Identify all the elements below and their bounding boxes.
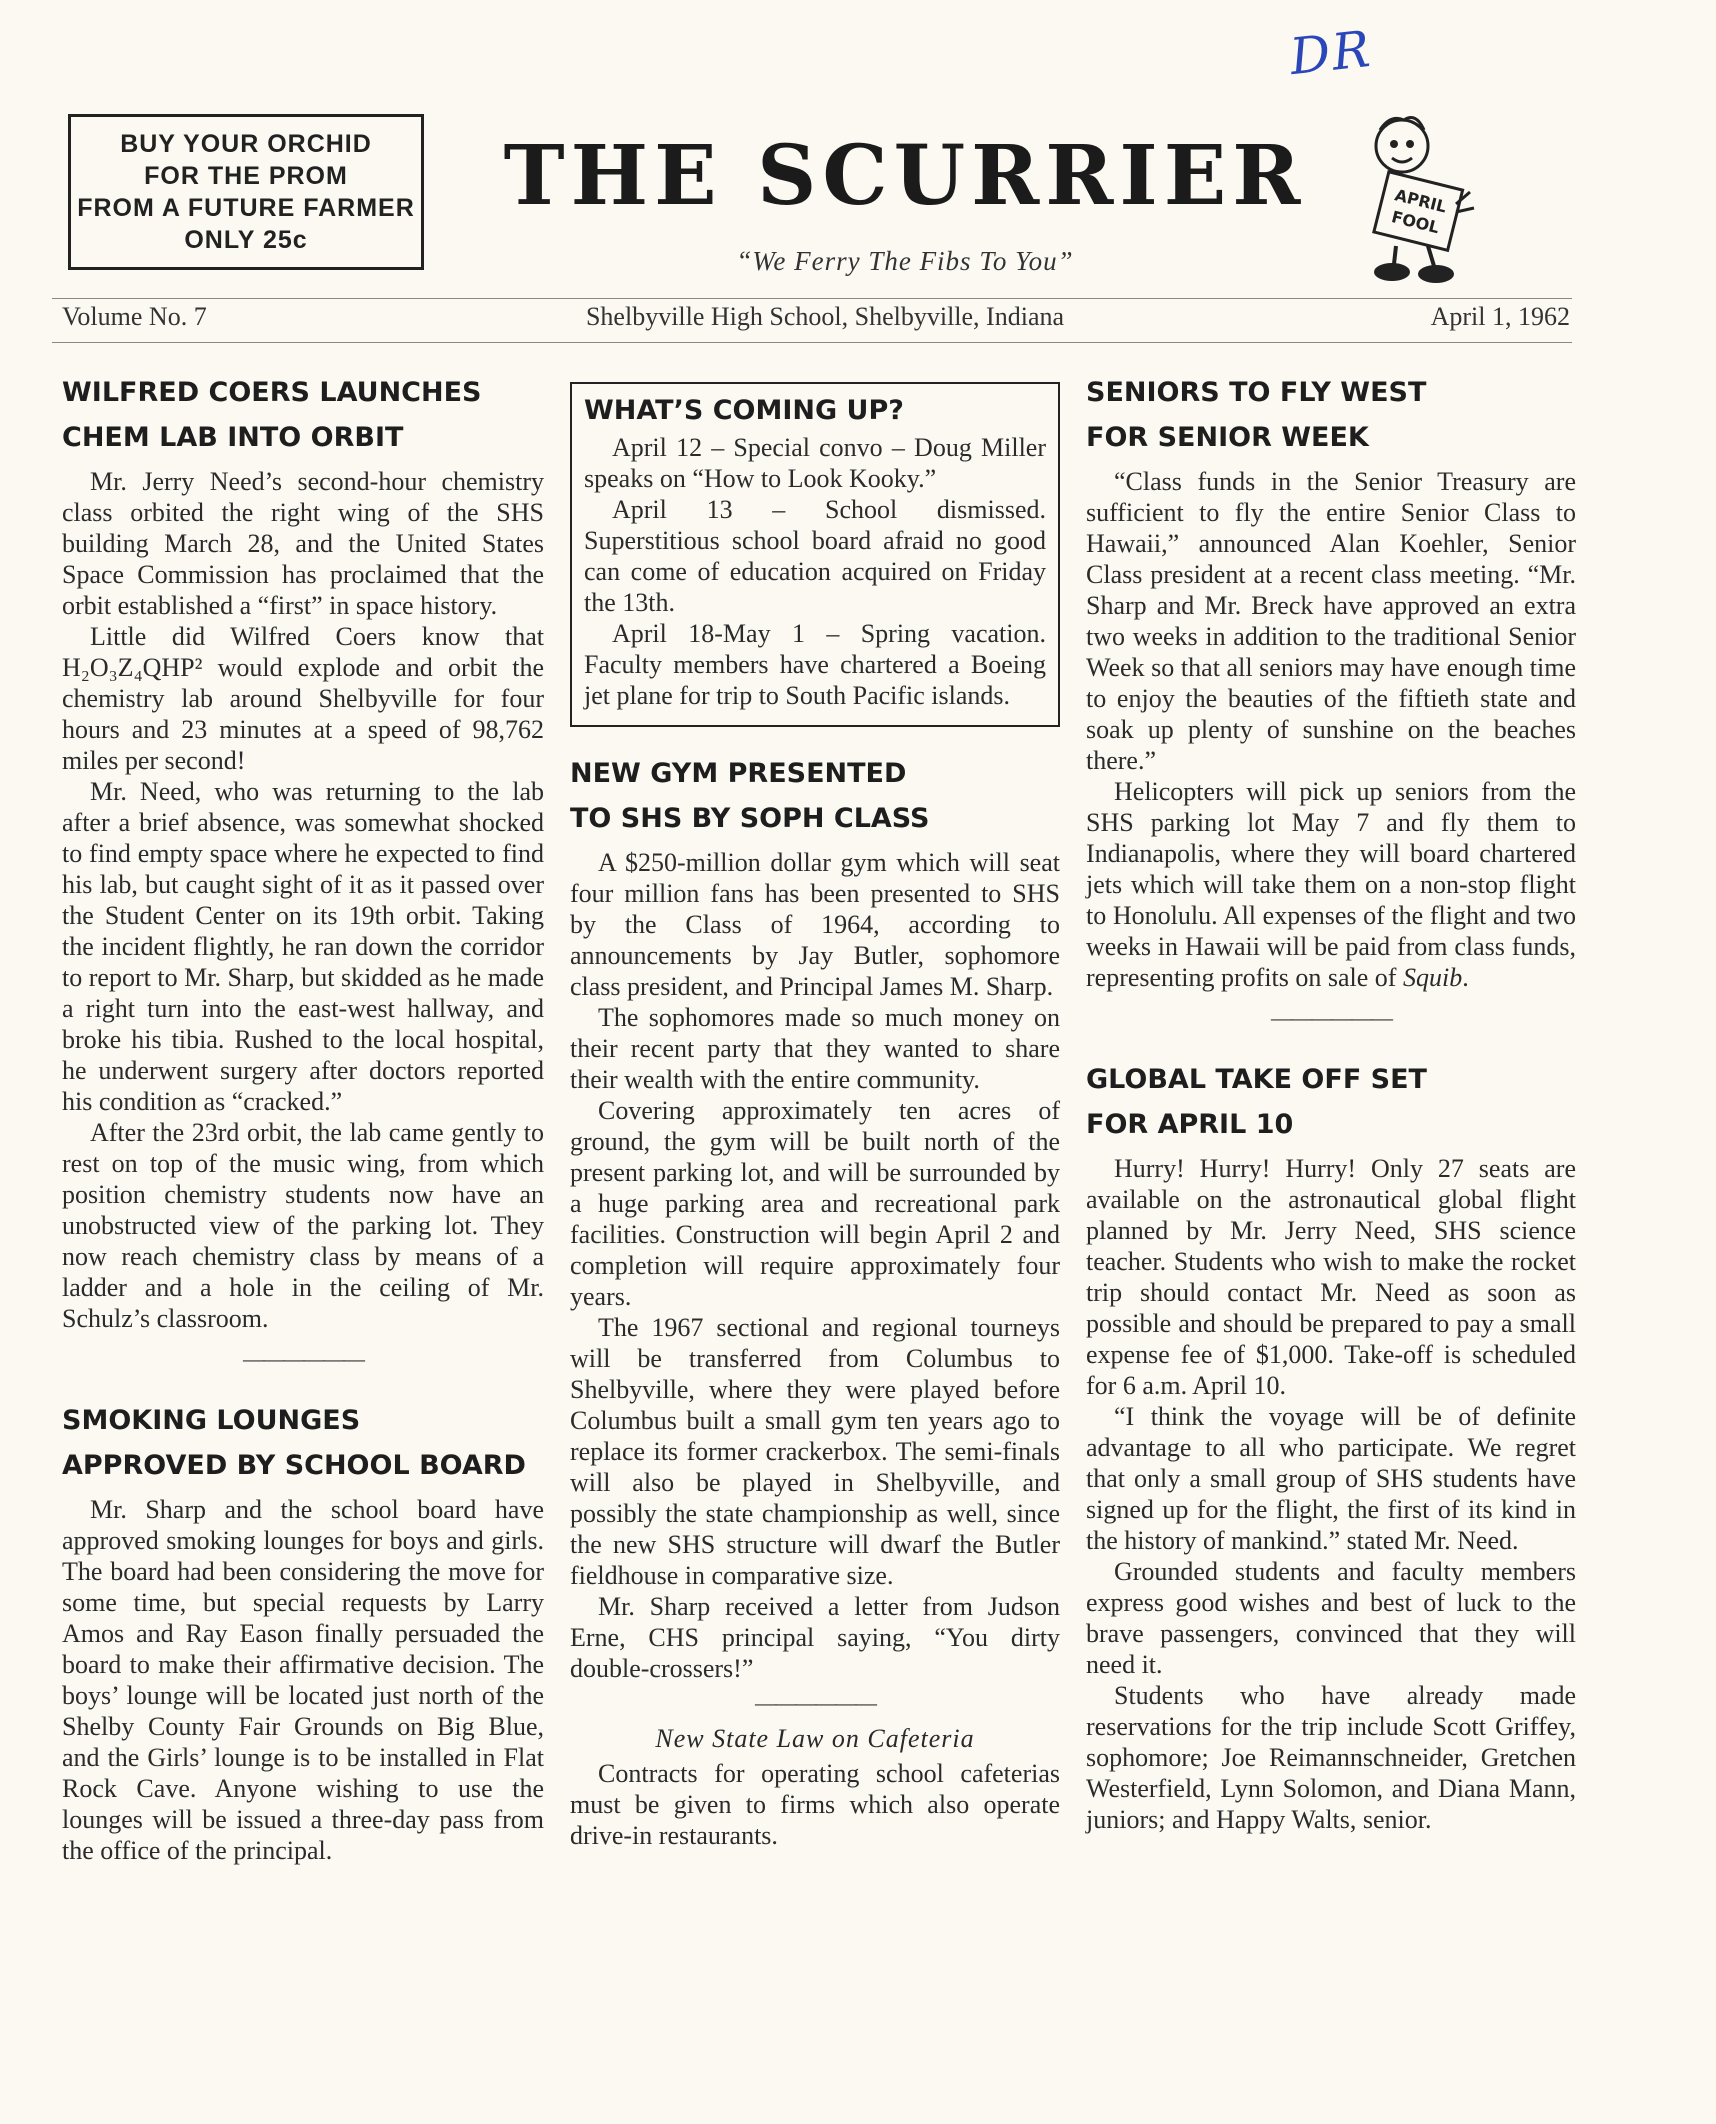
paragraph: Grounded students and faculty members express good wishes and best of luck to the brave passengers, convinced that they will need it. <box>1086 1557 1576 1679</box>
handwritten-mark: DR <box>1287 19 1375 87</box>
paragraph: Mr. Sharp received a letter from Judson Erne, CHS principal saying, “You dirty double-crossers!” <box>570 1592 1060 1683</box>
paragraph: Covering approximately ten acres of ground, the gym will be built north of the present parking lot, and will be surrounded by a huge parking area and recreational park facilities. Construction will begin April 2 and completion will require approximately four years. <box>570 1096 1060 1311</box>
paragraph: Students who have already made reservations for the trip include Scott Griffey, sophomore; Joe Reimannschneider, Gretchen Westerfield, Lynn Solomon, and Diana Mann, juniors; and Happy Walts, senior. <box>1086 1681 1576 1834</box>
event-item: April 12 – Special convo – Doug Miller speaks on “How to Look Kooky.” <box>584 433 1046 493</box>
paragraph: Mr. Need, who was returning to the lab after a brief absence, was somewhat shocked to find empty space where he expected to find his lab, but caught sight of it as it passed over the Student Center on its 19th orbit. Taking the incident flightly, he ran down the corridor to report to Mr. Sharp, but skidded as he made a right turn into the east-west hallway, and broke his tibia. Rushed to the local hospital, he underwent surgery after doctors reported his condition as “cracked.” <box>62 777 544 1116</box>
headline <box>1086 370 1576 460</box>
headline-line: APPROVED BY SCHOOL BOARD <box>62 1450 526 1481</box>
headline-line: CHEM LAB INTO ORBIT <box>62 422 404 453</box>
top-rule <box>52 298 1572 299</box>
headline-line: GLOBAL TAKE OFF SET <box>1086 1064 1427 1095</box>
paragraph: “Class funds in the Senior Treasury are sufficient to fly the entire Senior Class to Hawaii,” announced Alan Koehler, Senior Class president at a recent class meeting. “Mr. Sharp and Mr. Breck have approved an extra two weeks in addition to the traditional Senior Week so that all seniors may have enough time to enjoy the beauties of the fiftieth state and soak up plenty of sunshine on the beaches there.” <box>1086 467 1576 775</box>
paragraph <box>1086 776 1576 993</box>
paragraph: “I think the voyage will be of definite advantage to all who participate. We regret that only a small group of SHS students have signed up for the flight, the first of its kind in the history of mankind.” stated Mr. Need. <box>1086 1402 1576 1555</box>
bottom-rule <box>52 342 1572 343</box>
ad-line: FOR THE PROM <box>144 162 348 190</box>
mascot-sign-line: APRIL <box>1392 185 1449 217</box>
article-cafeteria-law <box>570 1724 1060 1851</box>
separator: —————— <box>243 1346 363 1371</box>
mascot-sign-line: FOOL <box>1389 207 1442 238</box>
article-smoking-lounges <box>62 1398 544 1866</box>
event-item: April 13 – School dismissed. Superstitious school board afraid no good can come of education acquired on Friday the 13th. <box>584 495 1046 617</box>
column-2 <box>570 370 1060 1851</box>
subheadline: New State Law on Cafeteria <box>655 1724 975 1753</box>
paragraph: Little did Wilfred Coers know that H₂O₃Z₄QHP² would explode and orbit the chemistry lab around Shelbyville for four hours and 23 minutes at a speed of 98,762 miles per second! <box>62 622 544 775</box>
headline-line: FOR APRIL 10 <box>1086 1109 1294 1140</box>
publication-title: Squib <box>1402 963 1463 992</box>
paragraph-text: Helicopters will pick up seniors from the SHS parking lot May 7 and fly them to Indianapolis, where they will board chartered jets which will take them on a non-stop flight to Honolulu. All expenses of the flight and two weeks in Hawaii will be paid from class funds, representing profits on sale of <box>1086 777 1576 992</box>
paragraph: Mr. Sharp and the school board have approved smoking lounges for boys and girls. The board had been considering the move for some time, but special requests by Larry Amos and Ray Eason finally persuaded the board to make their affirmative decision. The boys’ lounge will be located just north of the Shelby County Fair Grounds on Big Blue, and the Girls’ lounge is to be installed in Flat Rock Cave. Anyone wishing to use the lounges will be issued a three-day pass from the office of the principal. <box>62 1495 544 1865</box>
april-fool-mascot-icon <box>1350 108 1480 288</box>
column-1 <box>62 370 544 1866</box>
newspaper-title: THE SCURRIER <box>503 128 1307 224</box>
headline-line: TO SHS BY SOPH CLASS <box>570 803 930 834</box>
ad-line: ONLY 25c <box>184 226 308 254</box>
ad-line: BUY YOUR ORCHID <box>120 130 372 158</box>
headline <box>62 1398 544 1488</box>
article-chem-lab <box>62 370 544 1334</box>
article-global-take-off <box>1086 1057 1576 1835</box>
issue-date: April 1, 1962 <box>1430 302 1570 331</box>
ad-line: FROM A FUTURE FARMER <box>77 194 415 222</box>
box-headline: WHAT’S COMING UP? <box>584 395 904 426</box>
volume-number: Volume No. 7 <box>62 302 207 331</box>
headline <box>1086 1057 1576 1147</box>
paragraph: After the 23rd orbit, the lab came gently to rest on top of the music wing, from which position chemistry students now have an unobstructed view of the parking lot. They now reach chemistry class by means of a ladder and a hole in the ceiling of Mr. Schulz’s classroom. <box>62 1118 544 1333</box>
paragraph: The 1967 sectional and regional tourneys will be transferred from Columbus to Shelbyville, where they were played before Columbus built a small gym ten years ago to replace its former crackerbox. The semi-finals will also be played in Shelbyville, and possibly the state championship as well, since the new SHS structure will dwarf the Butler fieldhouse in comparative size. <box>570 1313 1060 1590</box>
orchid-ad-box <box>68 114 424 270</box>
separator: —————— <box>1271 1005 1391 1030</box>
newspaper-motto: “We Ferry The Fibs To You” <box>736 246 1074 276</box>
headline-line: FOR SENIOR WEEK <box>1086 422 1369 453</box>
article-new-gym <box>570 751 1060 1684</box>
column-3 <box>1086 370 1576 1835</box>
paragraph: The sophomores made so much money on their recent party that they wanted to share their wealth with the entire community. <box>570 1003 1060 1094</box>
headline-line: WILFRED COERS LAUNCHES <box>62 377 482 408</box>
headline-line: NEW GYM PRESENTED <box>570 758 907 789</box>
headline <box>62 370 544 460</box>
paragraph: Mr. Jerry Need’s second-hour chemistry class orbited the right wing of the SHS building March 28, and the United States Space Commission has proclaimed that the orbit established a “first” in space history. <box>62 467 544 620</box>
paragraph: Contracts for operating school cafeterias must be given to firms which also operate drive-in restaurants. <box>570 1759 1060 1850</box>
article-seniors-fly-west <box>1086 370 1576 993</box>
school-name: Shelbyville High School, Shelbyville, Indiana <box>585 302 1065 331</box>
headline-line: SMOKING LOUNGES <box>62 1405 361 1436</box>
headline <box>570 751 1060 841</box>
paragraph: Hurry! Hurry! Hurry! Only 27 seats are available on the astronautical global flight planned by Mr. Jerry Need, SHS science teacher. Students who wish to make the rocket trip should contact Mr. Need as soon as possible and should be prepared to pay a small expense fee of $1,000. Take-off is scheduled for 6 a.m. April 10. <box>1086 1154 1576 1400</box>
headline-line: SENIORS TO FLY WEST <box>1086 377 1427 408</box>
whats-coming-up-box <box>570 382 1060 727</box>
paragraph-text: . <box>1462 963 1469 992</box>
event-item: April 18-May 1 – Spring vacation. Faculty members have chartered a Boeing jet plane for trip to South Pacific islands. <box>584 619 1046 710</box>
paragraph: A $250-million dollar gym which will seat four million fans has been presented to SHS by the Class of 1964, according to announcements by Jay Butler, sophomore class president, and Principal James M. Sharp. <box>570 848 1060 1001</box>
separator: —————— <box>755 1690 875 1715</box>
